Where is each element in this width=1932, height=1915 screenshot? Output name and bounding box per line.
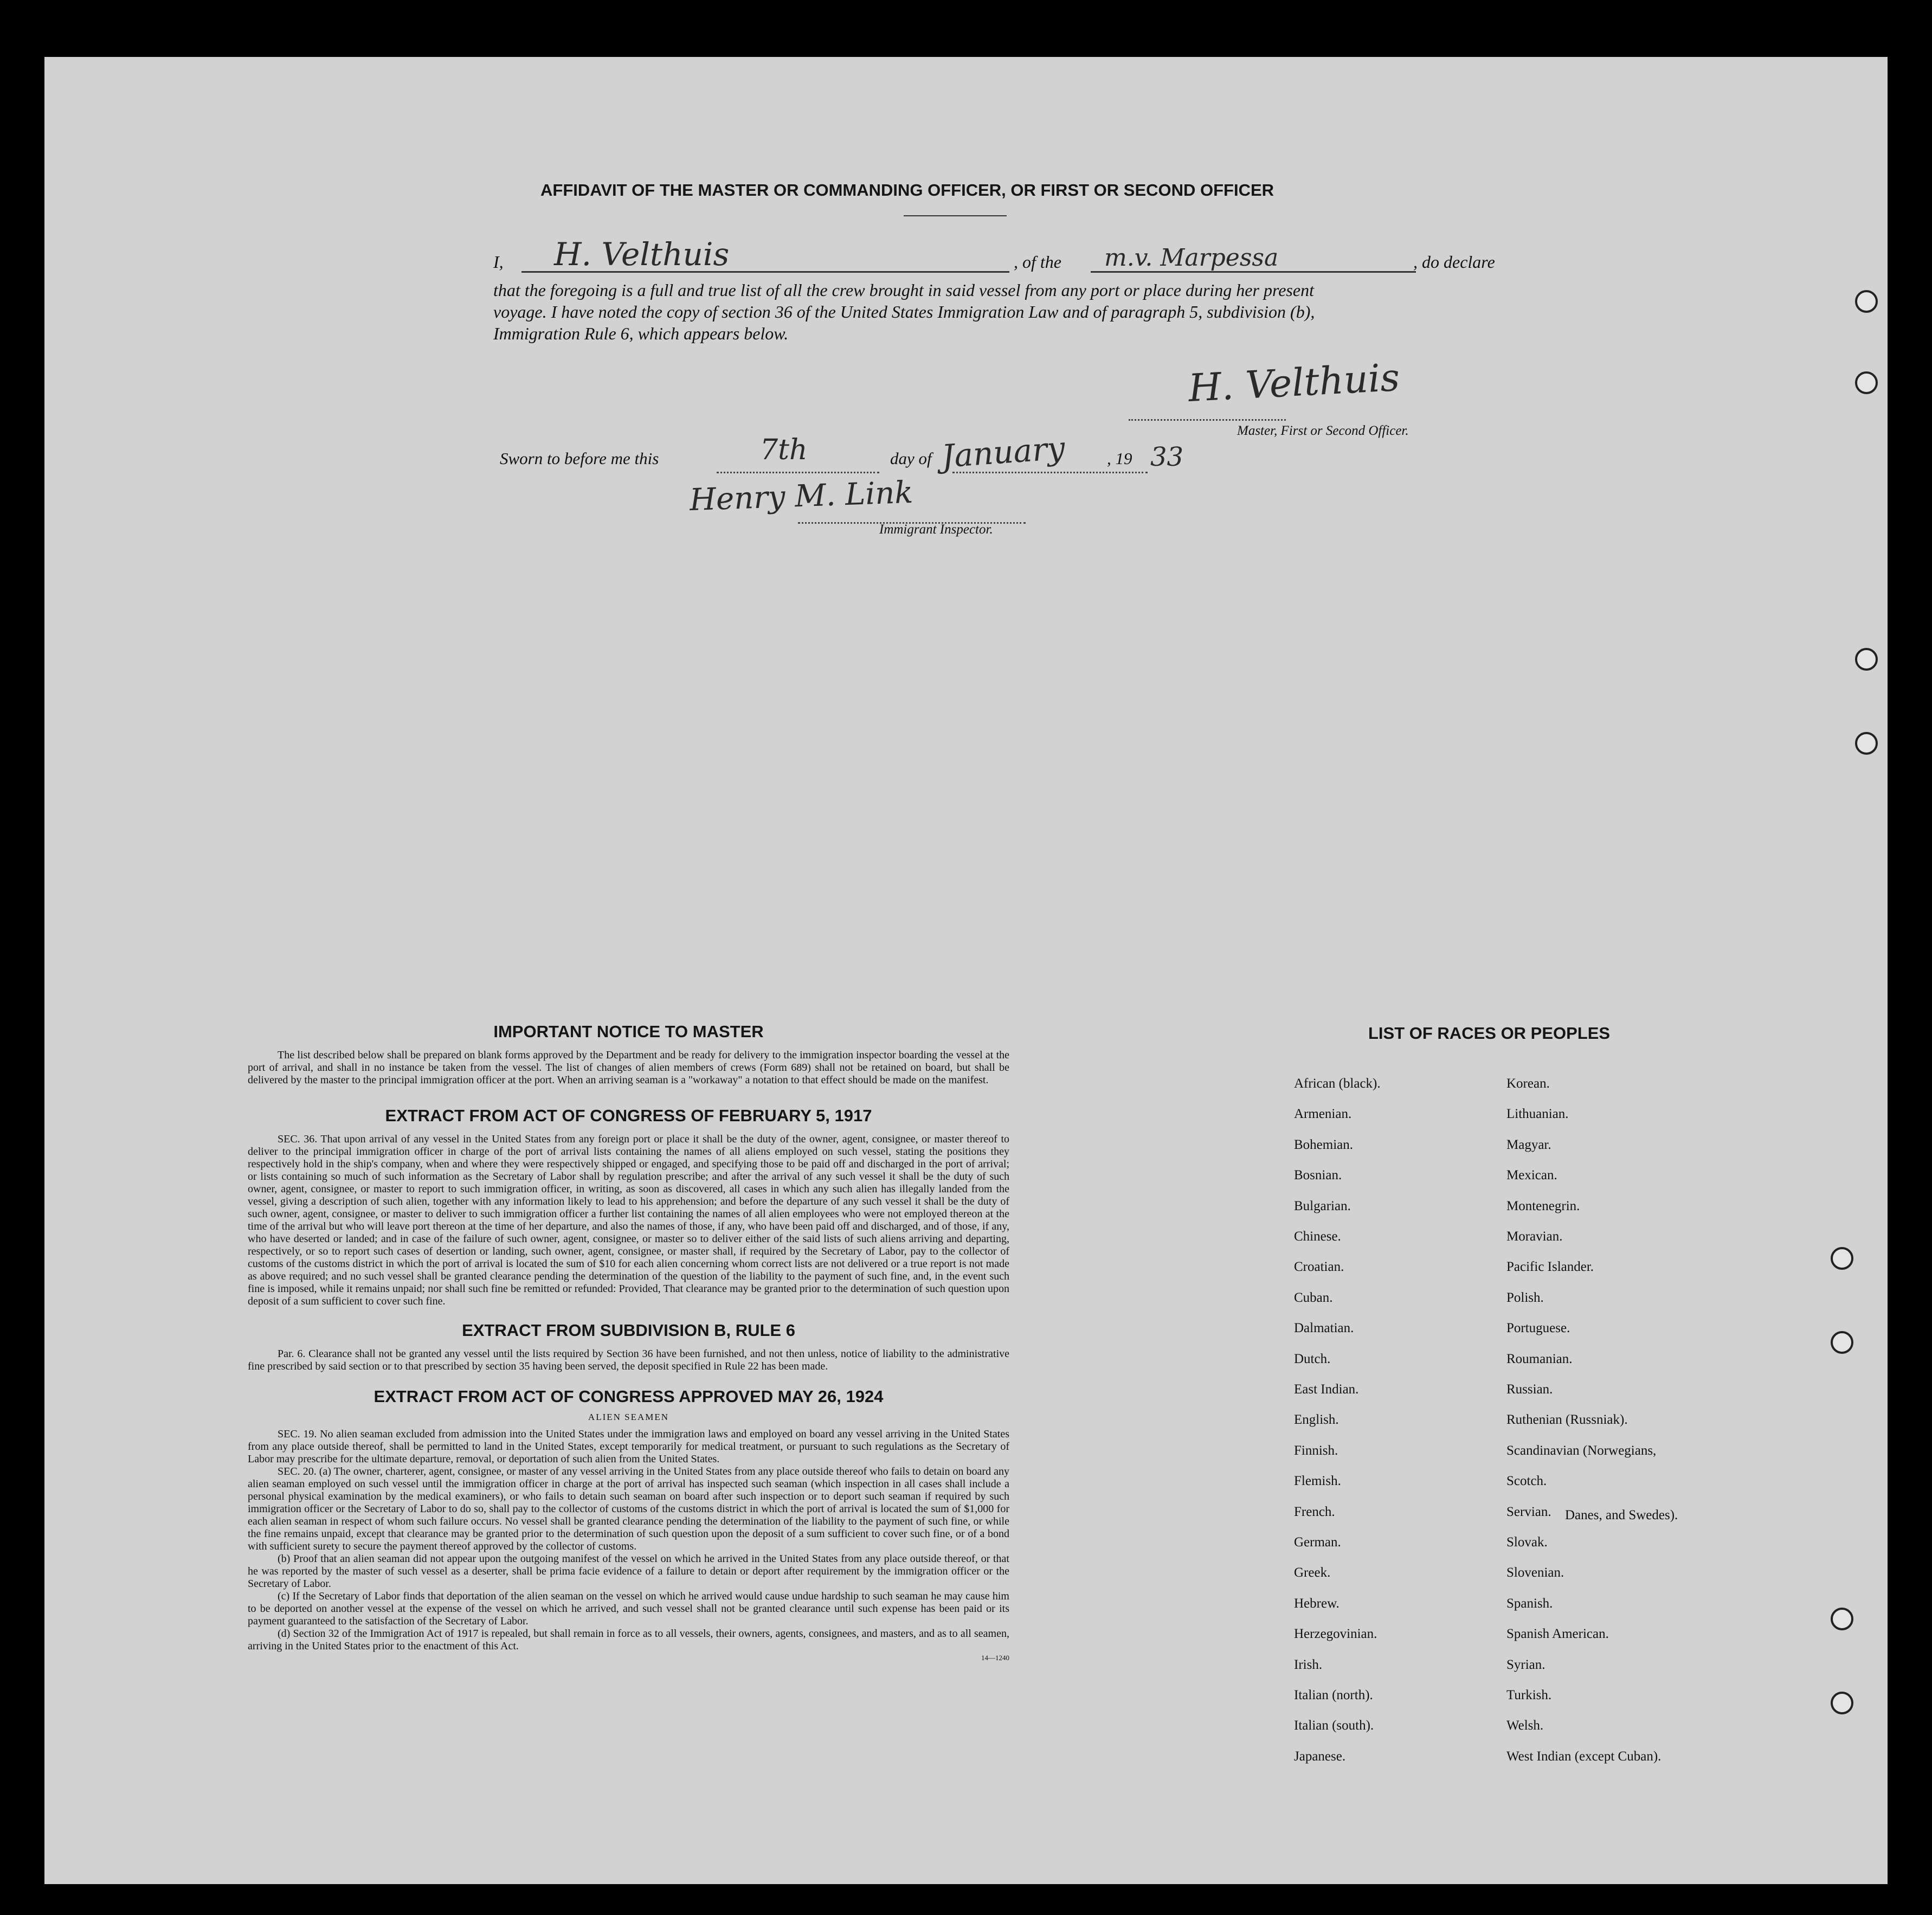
race-item: French.: [1294, 1504, 1335, 1519]
declarant-name: H. Velthuis: [554, 236, 730, 273]
race-item: German.: [1294, 1535, 1341, 1550]
punch-hole: [1855, 648, 1878, 671]
extract-1924-subtitle: ALIEN SEAMEN: [588, 1412, 669, 1422]
day-line: [717, 472, 879, 473]
race-item: East Indian.: [1294, 1382, 1359, 1397]
sec-20c-paragraph: (c) If the Secretary of Labor finds that deportation of the alien seaman on the vessel on which he arrived would cause undue hardship to such seaman he may cause him to be deported on another vessel at the expense of the vessel on which he arrived, and such vessel shall not be granted clearance until such expense has been paid or its payment guaranteed to the satisfaction of the Secretary of Labor.: [248, 1590, 1009, 1627]
race-item: English.: [1294, 1412, 1339, 1428]
form-number: 14—1240: [981, 1654, 1009, 1662]
sworn-month: January: [940, 429, 1066, 475]
race-item: Hebrew.: [1294, 1596, 1339, 1611]
race-item: Bosnian.: [1294, 1168, 1342, 1183]
race-item: Herzegovinian.: [1294, 1627, 1377, 1642]
of-the-label: , of the: [1014, 252, 1061, 272]
race-item: Russian.: [1506, 1382, 1553, 1397]
extract-1917-text: [248, 1133, 1009, 1308]
race-item: Servian.: [1506, 1504, 1551, 1519]
inspector-caption: Immigrant Inspector.: [879, 522, 993, 537]
race-item: Chinese.: [1294, 1229, 1341, 1244]
sec-20d-paragraph: (d) Section 32 of the Immigration Act of 1917 is repealed, but shall remain in force as to all vessels, their owners, agents, consignees, and masters, and as to all seamen, arriving in the United States prior to the enactment of this Act.: [248, 1628, 1009, 1652]
race-item: Japanese.: [1294, 1749, 1346, 1764]
punch-hole: [1855, 732, 1878, 755]
race-item: African (black).: [1294, 1076, 1381, 1091]
race-item: Dutch.: [1294, 1351, 1331, 1366]
race-item: Spanish.: [1506, 1596, 1553, 1611]
affidavit-line-2: that the foregoing is a full and true list of all the crew brought in said vessel from any port or place during her present: [493, 280, 1314, 300]
race-item: Polish.: [1506, 1290, 1544, 1305]
race-item: Lithuanian.: [1506, 1107, 1569, 1122]
sec-20a-paragraph: SEC. 20. (a) The owner, charterer, agent, consignee, or master of any vessel arriving in the United States from any place outside thereof who fails to detain on board any alien seaman employed on such vessel until the immigration officer in charge at the port of arrival has inspected such seaman (which inspection in all cases shall include a personal physical examination by the medical examiners), or who fails to detain such seaman on board after such inspection or to deport such seaman if required by such immigration officer or the Secretary of Labor to do so, shall pay to the collector of customs of the customs district in which the port of arrival is located the sum of $1,000 for each alien seaman in respect of whom such failure occurs. No vessel shall be granted clearance pending the determination of the liability to the payment of such fine, or while the fine remains unpaid, except that clearance may be granted prior to the determination of such question upon the deposit of a sum sufficient to cover such fine, or of a bond with sufficient surety to secure the payment thereof approved by the collector of customs.: [248, 1466, 1009, 1552]
race-item: Slovak.: [1506, 1535, 1548, 1550]
race-item: Italian (north).: [1294, 1688, 1373, 1702]
do-declare-label: , do declare: [1413, 252, 1495, 272]
extract-1917-title: EXTRACT FROM ACT OF CONGRESS OF FEBRUARY 5, 1917: [385, 1106, 872, 1125]
race-item: Dalmatian.: [1294, 1321, 1354, 1336]
races-title: LIST OF RACES OR PEOPLES: [1368, 1024, 1611, 1043]
sworn-day: 7th: [760, 434, 808, 466]
title-rule: [904, 215, 1007, 216]
sworn-year: 33: [1150, 442, 1184, 472]
document-sheet: [44, 57, 1888, 1884]
affidavit-title: AFFIDAVIT OF THE MASTER OR COMMANDING OFFICER, OR FIRST OR SECOND OFFICER: [540, 181, 1274, 200]
race-item: Croatian.: [1294, 1259, 1344, 1275]
rule-6-title: EXTRACT FROM SUBDIVISION B, RULE 6: [462, 1321, 795, 1340]
race-item: Mexican.: [1506, 1168, 1557, 1183]
affidavit-line-4: Immigration Rule 6, which appears below.: [493, 324, 789, 343]
extract-1924-title: EXTRACT FROM ACT OF CONGRESS APPROVED MAY 26, 1924: [373, 1387, 884, 1406]
race-item: Syrian.: [1506, 1657, 1545, 1672]
punch-hole: [1831, 1608, 1853, 1630]
affidavit-line-3: voyage. I have noted the copy of section 36 of the United States Immigration Law and of paragraph 5, subdivision (b),: [493, 302, 1315, 322]
race-item: Scotch.: [1506, 1474, 1547, 1489]
notice-text: [248, 1049, 1009, 1087]
race-item: Slovenian.: [1506, 1565, 1564, 1580]
sec-19-paragraph: SEC. 19. No alien seaman excluded from admission into the United States under the immigration laws and employed on board any vessel arriving in the United States from any place outside thereof, shall be permitted to land in the United States, except temporarily for medical treatment, or pursuant to such regulations as the Secretary of Labor may prescribe for the ultimate departure, removal, or deportation of such alien from the United States.: [248, 1428, 1009, 1465]
rule-6-paragraph: Par. 6. Clearance shall not be granted any vessel until the lists required by Section 36 have been furnished, and not then unless, notice of liability to the administrative fine prescribed by said section or to that prescribed by section 35 having been served, the deposit specified in Rule 22 has been made.: [248, 1348, 1009, 1372]
master-caption: Master, First or Second Officer.: [1237, 423, 1409, 438]
day-of-label: day of: [890, 449, 932, 468]
master-signature: H. Velthuis: [1187, 355, 1401, 411]
inspector-signature: Henry M. Link: [688, 474, 914, 518]
race-continuation: Danes, and Swedes).: [1565, 1508, 1678, 1522]
master-signature-line: [1129, 419, 1286, 421]
affidavit-i-label: I,: [493, 252, 504, 272]
race-item: Irish.: [1294, 1657, 1323, 1672]
race-item: Scandinavian (Norwegians,: [1506, 1443, 1657, 1458]
race-item: Spanish American.: [1506, 1627, 1609, 1642]
race-item: Turkish.: [1506, 1688, 1552, 1702]
notice-paragraph: The list described below shall be prepared on blank forms approved by the Department and be ready for delivery to the immigration inspector boarding the vessel at the port of arrival, and shall in no instance be taken from the vessel. The list of changes of alien members of crews (Form 689) shall not be retained on board, but shall be delivered by the master to the principal immigration officer at the port. When an arriving seaman is a "workaway" a notation to that effect should be made on the manifest.: [248, 1049, 1009, 1086]
punch-hole: [1855, 371, 1878, 394]
race-item: Korean.: [1506, 1076, 1550, 1091]
race-item: Moravian.: [1506, 1229, 1563, 1244]
race-item: Portuguese.: [1506, 1321, 1570, 1336]
race-item: Bohemian.: [1294, 1137, 1354, 1152]
race-item: Roumanian.: [1506, 1351, 1573, 1366]
notice-title: IMPORTANT NOTICE TO MASTER: [493, 1022, 764, 1041]
vessel-name: m.v. Marpessa: [1104, 244, 1279, 272]
extract-1917-paragraph: SEC. 36. That upon arrival of any vessel in the United States from any foreign port or place it shall be the duty of the owner, agent, consignee, or master thereof to deliver to the principal immigration officer in charge of the port of arrival lists containing the names of all aliens employed on such vessel, stating the positions they respectively hold in the ship's company, when and where they were respectively shipped or engaged, and specifying those to be paid off and discharged in the port of arrival; or lists containing so much of such information as the Secretary of Labor shall by regulation prescribe; and after the arrival of any such vessel it shall be the duty of such owner, agent, consignee, or master to report to such immigration officer, in writing, as soon as discovered, all cases in which any such alien has illegally landed from the vessel, giving a description of such alien, together with any information likely to lead to his apprehension; and before the departure of any such vessel it shall be the duty of such owner, agent, consignee, or master to deliver to such immigration officer a further list containing the names of all alien employees who were not employed thereon at the time of the arrival but who will leave port thereon at the time of her departure, and also the names of those, if any, who have been paid off and discharged, and of those, if any, who have deserted or landed; and in case of the failure of such owner, agent, consignee, or master so to deliver either of the said lists of such aliens arriving and departing, respectively, or so to report such cases of desertion or landing, such owner, agent, consignee, or master shall, if required by the Secretary of Labor, pay to the collector of customs of the customs district in which the port of arrival is located the sum of $10 for each alien concerning whom correct lists are not delivered or a true report is not made as above required; and no such vessel shall be granted clearance pending the determination of the question of the liability to the payment of such fine, and, in the event such fine is imposed, while it remains unpaid; nor shall such fine be remitted or refunded: Provided, That clearance may be granted prior to the determination of such question upon deposit of a sum sufficient to cover such fine.: [248, 1133, 1009, 1307]
race-item: Italian (south).: [1294, 1718, 1374, 1733]
punch-hole: [1831, 1692, 1853, 1714]
left-column: [248, 1022, 1009, 1662]
punch-hole: [1855, 290, 1878, 313]
race-item: Welsh.: [1506, 1718, 1544, 1733]
extract-1924-text: [248, 1428, 1009, 1653]
race-item: Greek.: [1294, 1565, 1331, 1580]
race-item: West Indian (except Cuban).: [1506, 1749, 1661, 1764]
sec-20b-paragraph: (b) Proof that an alien seaman did not appear upon the outgoing manifest of the vessel on which he arrived in the United States from any place outside thereof, or that he was reported by the master of such vessel as a deserter, shall be prima facie evidence of a failure to detain or deport after requirement by the immigration officer or the Secretary of Labor.: [248, 1553, 1009, 1590]
sworn-label: Sworn to before me this: [500, 449, 659, 468]
race-item: Ruthenian (Russniak).: [1506, 1412, 1628, 1428]
race-item: Bulgarian.: [1294, 1198, 1351, 1213]
race-item: Cuban.: [1294, 1290, 1333, 1305]
race-item: Montenegrin.: [1506, 1198, 1580, 1213]
year-prefix: , 19: [1107, 449, 1132, 468]
race-item: Pacific Islander.: [1506, 1259, 1594, 1275]
race-item: Flemish.: [1294, 1474, 1341, 1489]
punch-hole: [1831, 1331, 1853, 1354]
punch-hole: [1831, 1247, 1853, 1270]
race-item: Magyar.: [1506, 1137, 1551, 1152]
race-item: Finnish.: [1294, 1443, 1338, 1458]
race-item: Armenian.: [1294, 1107, 1352, 1122]
rule-6-text: [248, 1348, 1009, 1373]
